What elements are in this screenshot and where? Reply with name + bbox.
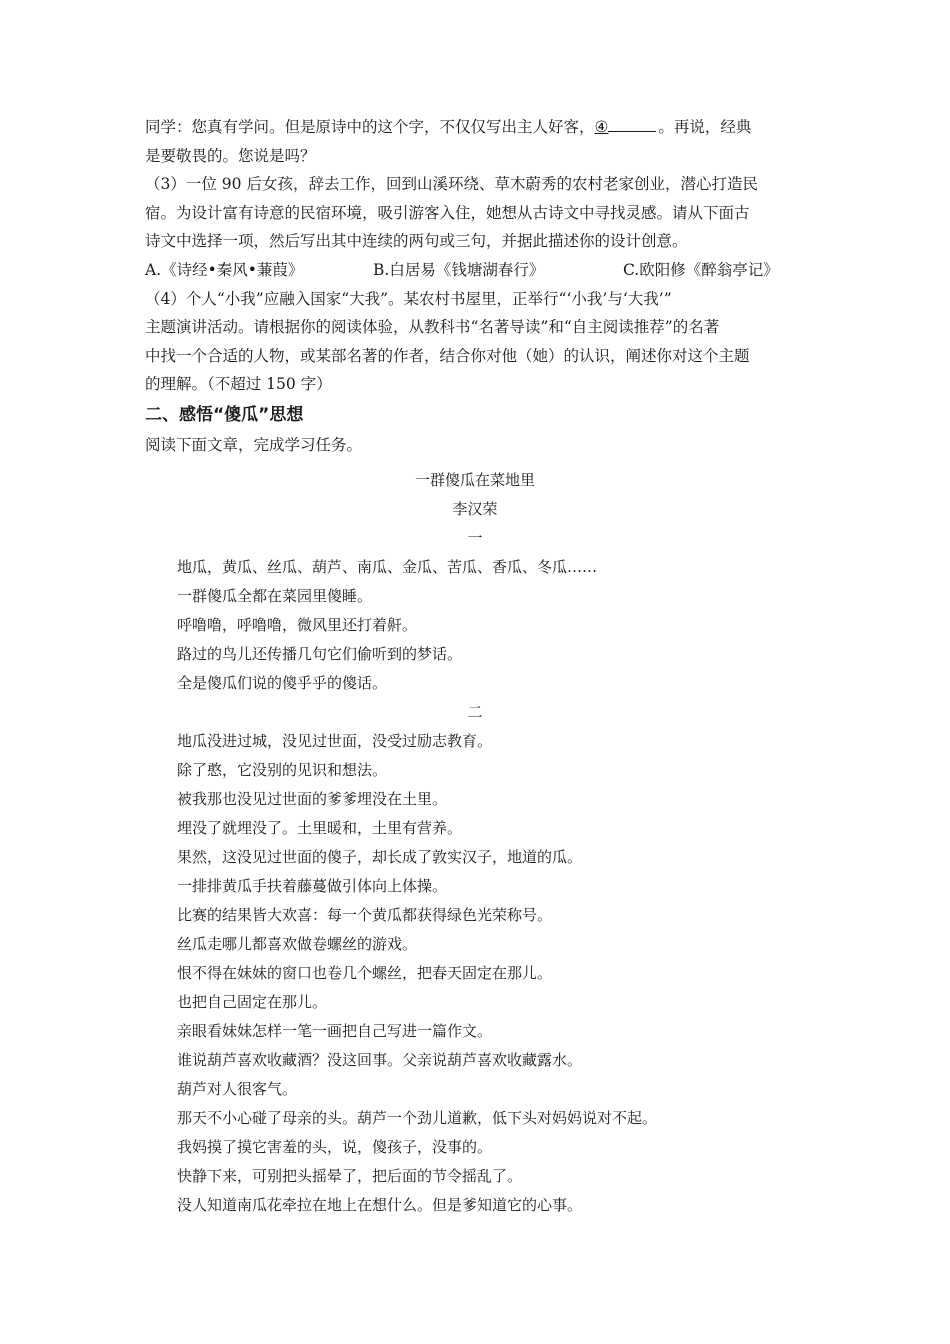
poem-line: 一群傻瓜全都在菜园里傻睡。 [177,586,373,605]
question-3 [145,170,805,256]
section-2-heading: 二、感悟“傻瓜”思想 [145,404,304,425]
poem-part-1-label: 一 [467,528,483,547]
poem-line: 我妈摸了摸它害羞的头，说，傻孩子，没事的。 [177,1137,493,1156]
dialogue-text: 同学：您真有学问。但是原诗中的这个字，不仅仅写出主人好客， [145,118,595,136]
document-body [145,113,805,1220]
poem-line: 果然，这没见过世面的傻子，却长成了敦实汉子，地道的瓜。 [177,847,583,866]
poem-line: 比赛的结果皆大欢喜：每一个黄瓜都获得绿色光荣称号。 [177,905,553,924]
poem-line: 那天不小心碰了母亲的头。葫芦一个劲儿道歉，低下头对妈妈说对不起。 [177,1108,658,1127]
dialogue-line-2: 是要敬畏的。您说是吗？ [145,146,316,165]
option-b[interactable]: B.白居易《钱塘湖春行》 [373,260,545,279]
poem-line: 被我那也没见过世面的爹爹埋没在土里。 [177,789,448,808]
poem-line: 全是傻瓜们说的傻乎乎的傻话。 [177,673,388,692]
blank-underline [608,117,656,132]
poem-part-2 [177,727,805,1220]
option-a[interactable]: A.《诗经•秦风•蒹葭》 [145,260,304,279]
poem-line: 丝瓜走哪儿都喜欢做卷螺丝的游戏。 [177,934,418,953]
question-4-line: （4）个人“小我”应融入国家“大我”。某农村书屋里，正举行“‘小我’与‘大我’” [145,289,672,308]
poem-line: 呼噜噜，呼噜噜，微风里还打着鼾。 [177,615,418,634]
question-4-line: 中找一个合适的人物，或某部名著的作者，结合你对他（她）的认识，阐述你对这个主题 [145,346,750,365]
poem-line: 也把自己固定在那儿。 [177,992,328,1011]
poem-line: 没人知道南瓜花牵拉在地上在想什么。但是爹知道它的心事。 [177,1195,583,1214]
poem-title: 一群傻瓜在菜地里 [414,470,535,489]
poem-line: 亲眼看妹妹怎样一笔一画把自己写进一篇作文。 [177,1021,493,1040]
poem-line: 快静下来，可别把头摇晕了，把后面的节令摇乱了。 [177,1166,523,1185]
poem-author: 李汉荣 [452,499,498,518]
dialogue-paragraph [145,113,805,170]
question-4-line: 主题演讲活动。请根据你的阅读体验，从教科书“名著导读”和“自主阅读推荐”的名著 [145,318,720,337]
poem-line: 埋没了就埋没了。土里暖和，土里有营养。 [177,818,463,837]
poem-line: 谁说葫芦喜欢收藏酒？没这回事。父亲说葫芦喜欢收藏露水。 [177,1050,583,1069]
poem-line: 地瓜没进过城，没见过世面，没受过励志教育。 [177,731,493,750]
question-3-options [145,256,805,285]
question-4-line: 的理解。（不超过 150 字） [145,375,332,394]
poem-line: 恨不得在妹妹的窗口也卷几个螺丝，把春天固定在那儿。 [177,963,553,982]
poem-line: 路过的鸟儿还传播几句它们偷听到的梦话。 [177,644,463,663]
section-2-instruction: 阅读下面文章，完成学习任务。 [145,435,363,454]
poem-part-2-label: 二 [467,702,483,721]
question-3-line: 诗文中选择一项，然后写出其中连续的两句或三句，并据此描述你的设计创意。 [145,232,688,251]
poem-line: 葫芦对人很客气。 [177,1079,298,1098]
poem-part-1 [177,553,805,698]
question-3-line: （3）一位 90 后女孩，辞去工作，回到山溪环绕、草木蔚秀的农村老家创业，潜心打造民 [145,175,758,194]
poem-line: 地瓜，黄瓜、丝瓜、葫芦、南瓜、金瓜、苦瓜、香瓜、冬瓜…… [177,557,598,576]
blank-number: ④ [594,118,609,136]
poem-line: 一排排黄瓜手扶着藤蔓做引体向上体操。 [177,876,448,895]
question-3-line: 宿。为设计富有诗意的民宿环境，吸引游客入住，她想从古诗文中寻找灵感。请从下面古 [145,203,750,222]
dialogue-text-suffix: 。再说，经典 [658,118,752,136]
question-4 [145,285,805,399]
poem-line: 除了憨，它没别的见识和想法。 [177,760,388,779]
dialogue-line-1 [145,113,805,142]
option-c[interactable]: C.欧阳修《醉翁亭记》 [623,260,779,279]
answer-blank-4[interactable] [595,113,659,142]
